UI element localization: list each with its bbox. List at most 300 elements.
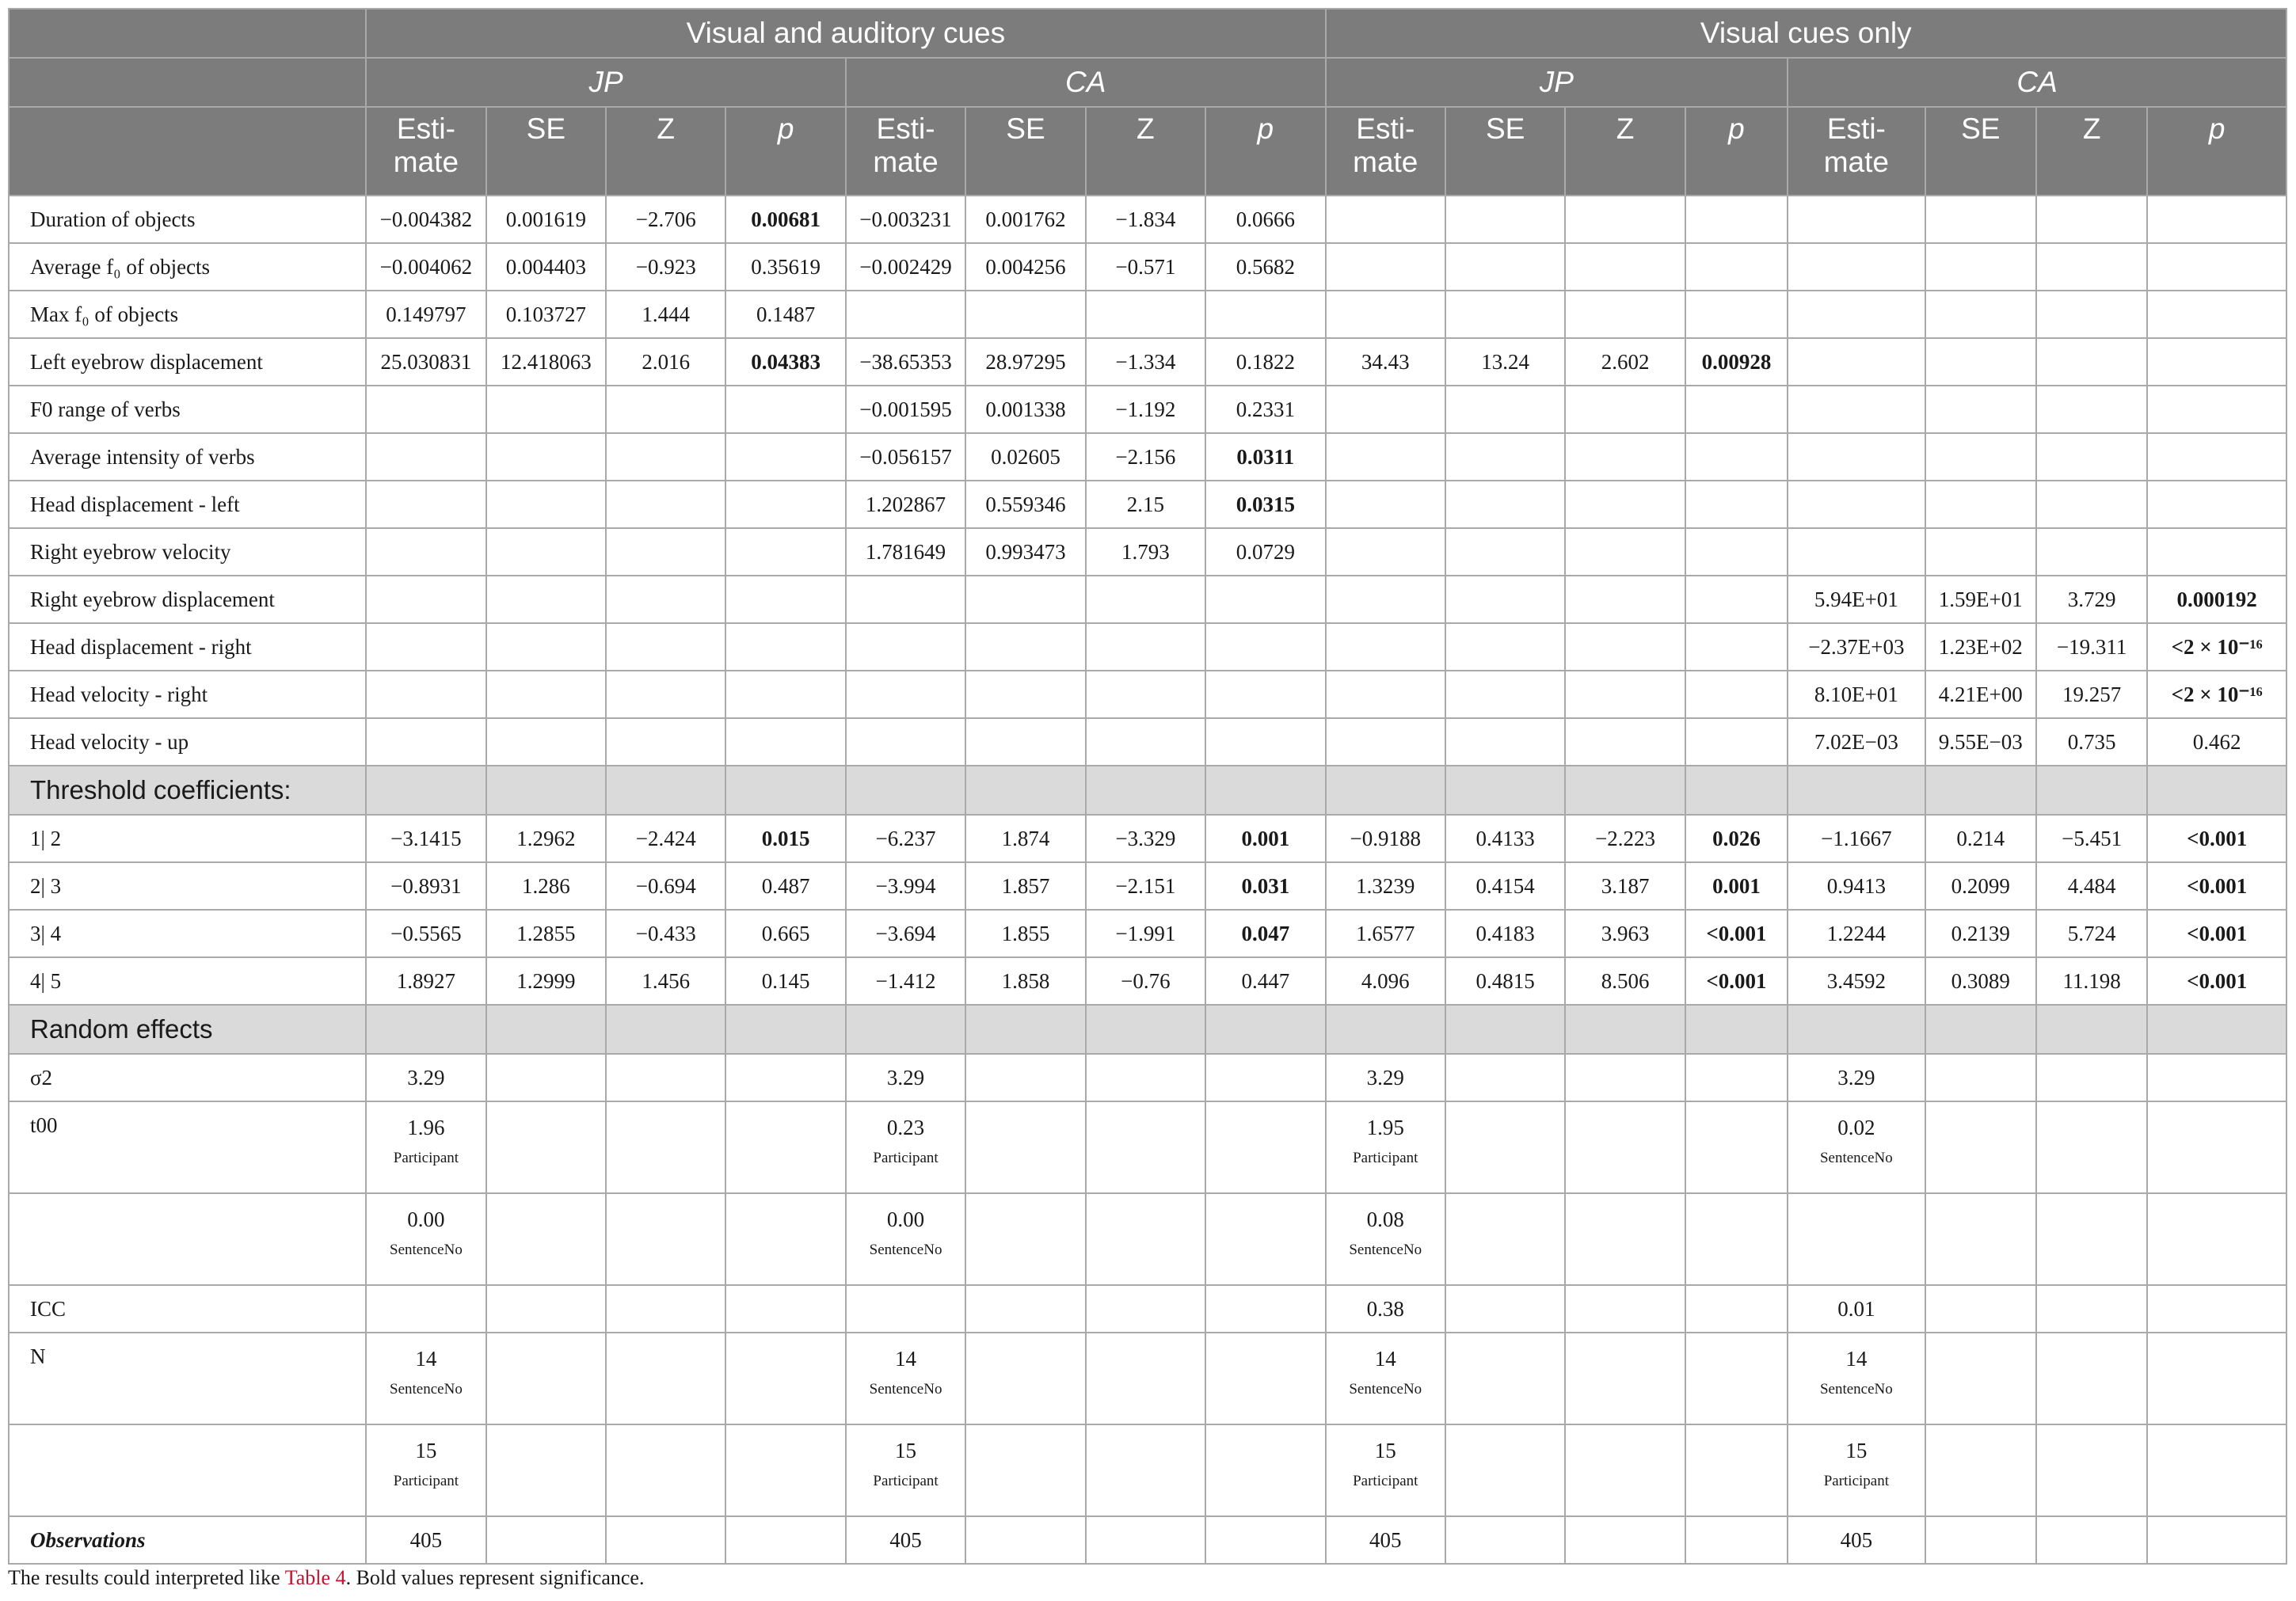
table-cell <box>1565 528 1685 576</box>
cell-group-label: Participant <box>873 1473 939 1489</box>
table-cell: −1.991 <box>1086 910 1205 957</box>
table-cell: −2.151 <box>1086 862 1205 910</box>
table-cell <box>2147 1054 2286 1101</box>
table-cell <box>2036 196 2147 243</box>
table-cell: 25.030831 <box>366 338 485 386</box>
cell-value: 3.29 <box>407 1066 445 1090</box>
table-cell <box>1086 671 1205 718</box>
cell-group-label: SentenceNo <box>1349 1381 1422 1398</box>
table-cell: 0.4183 <box>1445 910 1565 957</box>
table-cell <box>1086 1424 1205 1516</box>
table-cell <box>846 1333 965 1424</box>
fixed-effect-row <box>9 623 2286 671</box>
table-cell <box>965 1193 1085 1285</box>
column-header: Esti- mate <box>366 107 485 196</box>
column-header: p <box>1685 107 1788 196</box>
table-cell: 3.963 <box>1565 910 1685 957</box>
table-cell: −19.311 <box>2036 623 2147 671</box>
table-cell <box>1326 718 1445 766</box>
table-cell: −3.1415 <box>366 815 485 862</box>
table-cell <box>2147 1424 2286 1516</box>
cell-value: 14 <box>895 1347 917 1371</box>
table-cell <box>1445 576 1565 623</box>
table-cell <box>2036 1516 2147 1564</box>
table-cell: 0.993473 <box>965 528 1085 576</box>
fixed-effect-row <box>9 243 2286 291</box>
cell-group-label: Participant <box>393 1150 459 1166</box>
table-cell: −2.223 <box>1565 815 1685 862</box>
table-cell <box>1565 576 1685 623</box>
table-cell: 5.724 <box>2036 910 2147 957</box>
table-cell: 2.602 <box>1565 338 1685 386</box>
table-cell: −0.002429 <box>846 243 965 291</box>
section-cell <box>1205 766 1326 815</box>
row-label: Right eyebrow velocity <box>9 528 366 576</box>
section-cell <box>1445 766 1565 815</box>
table-cell: −0.056157 <box>846 433 965 481</box>
table-cell <box>1925 243 2036 291</box>
table-cell: −0.5565 <box>366 910 485 957</box>
fixed-effect-row <box>9 481 2286 528</box>
table-cell <box>1565 1285 1685 1333</box>
table-cell: 0.9413 <box>1788 862 1925 910</box>
table-cell: −1.1667 <box>1788 815 1925 862</box>
table-cell: −0.433 <box>606 910 725 957</box>
table-cell <box>1445 623 1565 671</box>
table-cell: 1.2244 <box>1788 910 1925 957</box>
table-cell: 0.001 <box>1205 815 1326 862</box>
table-cell <box>1086 623 1205 671</box>
table-cell <box>846 1101 965 1193</box>
table-cell: 3.4592 <box>1788 957 1925 1005</box>
table-cell <box>606 718 725 766</box>
table-cell: −1.192 <box>1086 386 1205 433</box>
table-cell <box>2147 386 2286 433</box>
table-cell <box>1685 481 1788 528</box>
table-cell: 0.001338 <box>965 386 1085 433</box>
table-cell <box>2147 1333 2286 1424</box>
table-cell: 0.047 <box>1205 910 1326 957</box>
table-cell <box>1925 481 2036 528</box>
fixed-effect-row <box>9 386 2286 433</box>
column-header: SE <box>1925 107 2036 196</box>
row-label: σ2 <box>9 1054 366 1101</box>
table-cell <box>1445 1424 1565 1516</box>
random-effect-row <box>9 1101 2286 1193</box>
table-cell: −0.004062 <box>366 243 485 291</box>
table-cell <box>846 1285 965 1333</box>
table-cell: −5.451 <box>2036 815 2147 862</box>
table-cell: 405 <box>366 1516 485 1564</box>
table-cell: 0.1822 <box>1205 338 1326 386</box>
row-label: Average intensity of verbs <box>9 433 366 481</box>
table-cell: 0.4154 <box>1445 862 1565 910</box>
table-cell <box>1685 386 1788 433</box>
table-cell <box>1685 1054 1788 1101</box>
table-cell <box>1445 243 1565 291</box>
table-cell <box>1925 1101 2036 1193</box>
table-cell <box>1086 1054 1205 1101</box>
table-cell <box>725 576 845 623</box>
table-cell <box>965 1424 1085 1516</box>
table-cell <box>1445 718 1565 766</box>
table-cell <box>2147 481 2286 528</box>
table-cell: 8.506 <box>1565 957 1685 1005</box>
table-cell <box>725 718 845 766</box>
table-cell: 0.02605 <box>965 433 1085 481</box>
table-cell <box>1925 1285 2036 1333</box>
row-label: Right eyebrow displacement <box>9 576 366 623</box>
table-cell <box>2147 196 2286 243</box>
table-cell <box>486 1424 606 1516</box>
cell-group-label: SentenceNo <box>1349 1242 1422 1258</box>
row-label: Head displacement - right <box>9 623 366 671</box>
table-cell <box>606 576 725 623</box>
column-header: Z <box>606 107 725 196</box>
table-cell: 1.444 <box>606 291 725 338</box>
table-cell <box>1788 338 1925 386</box>
row-label: Average f₀ of objects <box>9 243 366 291</box>
table-cell <box>2147 1285 2286 1333</box>
row-label <box>9 1193 366 1285</box>
section-cell <box>725 1005 845 1054</box>
table-cell: 0.04383 <box>725 338 845 386</box>
table-cell: <0.001 <box>2147 862 2286 910</box>
table-cell <box>366 1333 485 1424</box>
table-cell <box>725 1193 845 1285</box>
row-label: t00 <box>9 1101 366 1193</box>
table-cell: 0.2099 <box>1925 862 2036 910</box>
table-cell: 0.004256 <box>965 243 1085 291</box>
table-cell: 0.3089 <box>1925 957 2036 1005</box>
table-cell <box>606 433 725 481</box>
section-cell <box>606 766 725 815</box>
section-cell <box>486 766 606 815</box>
table-cell <box>725 1285 845 1333</box>
footnote-text: . Bold values represent significance. <box>345 1566 645 1589</box>
table-cell: 1.855 <box>965 910 1085 957</box>
table-cell: 0.031 <box>1205 862 1326 910</box>
column-header: Z <box>2036 107 2147 196</box>
table-cell: 12.418063 <box>486 338 606 386</box>
column-header: Esti- mate <box>846 107 965 196</box>
table-cell: −0.001595 <box>846 386 965 433</box>
table-cell <box>606 481 725 528</box>
table-cell <box>1086 576 1205 623</box>
section-cell <box>2036 766 2147 815</box>
cell-group-label: SentenceNo <box>869 1381 942 1398</box>
fixed-effect-row <box>9 338 2286 386</box>
random-section-header <box>9 1005 2286 1054</box>
table-cell: 0.015 <box>725 815 845 862</box>
table-cell <box>1788 386 1925 433</box>
table-cell: −2.424 <box>606 815 725 862</box>
table-cell <box>965 718 1085 766</box>
table-cell: 1.202867 <box>846 481 965 528</box>
table-cell <box>1565 718 1685 766</box>
table-cell: −0.8931 <box>366 862 485 910</box>
table-cell <box>1685 1285 1788 1333</box>
table-cell: 0.000192 <box>2147 576 2286 623</box>
table-cell <box>366 576 485 623</box>
table-cell: 0.0666 <box>1205 196 1326 243</box>
table-cell: <2 × 10⁻¹⁶ <box>2147 623 2286 671</box>
table-cell <box>1445 1516 1565 1564</box>
table-cell <box>366 718 485 766</box>
table-cell <box>725 433 845 481</box>
table-cell: 1.793 <box>1086 528 1205 576</box>
table-cell <box>2147 338 2286 386</box>
table-cell: 13.24 <box>1445 338 1565 386</box>
table-cell: 0.559346 <box>965 481 1085 528</box>
table-cell <box>1086 1193 1205 1285</box>
table-cell <box>1086 1333 1205 1424</box>
table-cell: 0.214 <box>1925 815 2036 862</box>
random-effect-row <box>9 1285 2286 1333</box>
fixed-effect-row <box>9 718 2286 766</box>
table-cell <box>1685 718 1788 766</box>
table-cell <box>2036 1333 2147 1424</box>
column-header: Z <box>1565 107 1685 196</box>
table-cell: 2.15 <box>1086 481 1205 528</box>
table-cell: −2.37E+03 <box>1788 623 1925 671</box>
table-cell <box>1445 291 1565 338</box>
table-cell <box>1925 1516 2036 1564</box>
fixed-effect-row <box>9 528 2286 576</box>
table-cell <box>1685 243 1788 291</box>
table-cell <box>1565 433 1685 481</box>
table-cell <box>2036 528 2147 576</box>
subgroup-header: CA <box>846 58 1326 107</box>
table-cell: 0.001 <box>1685 862 1788 910</box>
table-cell <box>366 481 485 528</box>
table-cell: 0.026 <box>1685 815 1788 862</box>
cell-group-label: SentenceNo <box>390 1381 463 1398</box>
table-cell: −38.65353 <box>846 338 965 386</box>
table-cell: 0.35619 <box>725 243 845 291</box>
cell-group-label: Participant <box>873 1150 939 1166</box>
table-cell <box>1685 433 1788 481</box>
table-cell <box>846 1424 965 1516</box>
table-cell <box>1565 1193 1685 1285</box>
table-cell: 7.02E−03 <box>1788 718 1925 766</box>
table-cell <box>2036 243 2147 291</box>
table-cell <box>486 671 606 718</box>
table-cell <box>2036 481 2147 528</box>
table-cell <box>486 1285 606 1333</box>
table-cell <box>1326 1333 1445 1424</box>
section-cell <box>1925 1005 2036 1054</box>
table-cell: −3.329 <box>1086 815 1205 862</box>
table-cell <box>1565 1054 1685 1101</box>
table-cell <box>1685 1101 1788 1193</box>
footnote-text: The results could interpreted like <box>8 1566 285 1589</box>
table-cell <box>2147 1101 2286 1193</box>
table-cell <box>1086 291 1205 338</box>
threshold-row <box>9 957 2286 1005</box>
cell-value: 0.08 <box>1366 1207 1404 1231</box>
table-cell <box>1925 338 2036 386</box>
table-cell: 0.00681 <box>725 196 845 243</box>
table-cell: 8.10E+01 <box>1788 671 1925 718</box>
row-label: 4| 5 <box>9 957 366 1005</box>
table-cell <box>1788 481 1925 528</box>
table-cell <box>965 623 1085 671</box>
table-cell: −1.412 <box>846 957 965 1005</box>
table-cell: −0.76 <box>1086 957 1205 1005</box>
table-cell <box>2036 338 2147 386</box>
table-cell <box>606 386 725 433</box>
table-cell <box>366 623 485 671</box>
table-cell <box>846 291 965 338</box>
table-cell <box>965 291 1085 338</box>
table-cell <box>1205 1193 1326 1285</box>
cell-value: 3.29 <box>1366 1066 1404 1090</box>
row-label: Head velocity - right <box>9 671 366 718</box>
row-label: Head velocity - up <box>9 718 366 766</box>
table-cell: 0.2139 <box>1925 910 2036 957</box>
table-cell <box>965 1285 1085 1333</box>
table-cell <box>1788 291 1925 338</box>
cell-value: 1.95 <box>1366 1116 1404 1139</box>
table-cell <box>2147 433 2286 481</box>
row-label <box>9 1424 366 1516</box>
row-label: Duration of objects <box>9 196 366 243</box>
cell-group-label: Participant <box>1823 1473 1890 1489</box>
table-cell <box>366 1101 485 1193</box>
table-cell <box>1925 386 2036 433</box>
table-cell: <0.001 <box>2147 910 2286 957</box>
table-cell <box>846 576 965 623</box>
table-cell: 0.001762 <box>965 196 1085 243</box>
table-cell: 0.735 <box>2036 718 2147 766</box>
table-cell <box>486 1054 606 1101</box>
table-cell: −2.706 <box>606 196 725 243</box>
row-label: F0 range of verbs <box>9 386 366 433</box>
table-cell: 1.3239 <box>1326 862 1445 910</box>
table-cell <box>366 433 485 481</box>
table-cell: 1.8927 <box>366 957 485 1005</box>
table-cell <box>1565 386 1685 433</box>
section-cell <box>1445 1005 1565 1054</box>
table-cell: −3.694 <box>846 910 965 957</box>
table-cell <box>1086 1101 1205 1193</box>
table-cell <box>846 671 965 718</box>
fixed-effect-row <box>9 433 2286 481</box>
table-cell: 0.4815 <box>1445 957 1565 1005</box>
table-cell <box>1685 1333 1788 1424</box>
table-cell <box>366 671 485 718</box>
section-cell <box>1788 766 1925 815</box>
table-cell: −0.571 <box>1086 243 1205 291</box>
section-cell <box>2036 1005 2147 1054</box>
table-cell: 1.456 <box>606 957 725 1005</box>
table-cell <box>1205 1333 1326 1424</box>
table-cell: 0.145 <box>725 957 845 1005</box>
table-cell <box>606 528 725 576</box>
table-cell <box>606 1054 725 1101</box>
table-cell <box>1565 623 1685 671</box>
row-label: Left eyebrow displacement <box>9 338 366 386</box>
table-cell: −0.003231 <box>846 196 965 243</box>
section-cell <box>1326 766 1445 815</box>
table-cell <box>1925 1054 2036 1101</box>
table-cell <box>486 386 606 433</box>
row-label: Observations <box>9 1516 366 1564</box>
table-cell <box>846 718 965 766</box>
table-cell <box>1326 196 1445 243</box>
table-cell <box>1788 1333 1925 1424</box>
section-label: Threshold coefficients: <box>9 766 366 815</box>
cell-value: 0.02 <box>1837 1116 1875 1139</box>
column-header: SE <box>1445 107 1565 196</box>
table-cell <box>846 623 965 671</box>
table-cell: 1.59E+01 <box>1925 576 2036 623</box>
cell-value: 0.00 <box>407 1207 445 1231</box>
table-cell <box>366 528 485 576</box>
table-cell <box>1565 1516 1685 1564</box>
table-cell <box>486 1101 606 1193</box>
table-cell <box>1925 528 2036 576</box>
table-cell: 0.004403 <box>486 243 606 291</box>
table-cell: −2.156 <box>1086 433 1205 481</box>
table-cell: 0.0729 <box>1205 528 1326 576</box>
table-cell <box>606 1101 725 1193</box>
cell-group-label: SentenceNo <box>1819 1381 1893 1398</box>
table-cell <box>1685 576 1788 623</box>
table-cell: −1.834 <box>1086 196 1205 243</box>
table-cell <box>2147 243 2286 291</box>
table-cell <box>725 1333 845 1424</box>
cell-value: 14 <box>1845 1347 1868 1371</box>
table-cell <box>725 1516 845 1564</box>
table-cell: 405 <box>1326 1516 1445 1564</box>
table-cell <box>366 1424 485 1516</box>
section-cell <box>2147 766 2286 815</box>
table-cell <box>1685 1424 1788 1516</box>
cell-group-label: Participant <box>1353 1473 1418 1489</box>
table-cell <box>486 528 606 576</box>
table-cell <box>1788 1193 1925 1285</box>
table-cell <box>965 1101 1085 1193</box>
table-cell <box>1445 1193 1565 1285</box>
cell-group-label: SentenceNo <box>390 1242 463 1258</box>
table-cell <box>965 671 1085 718</box>
table-cell: 5.94E+01 <box>1788 576 1925 623</box>
table-cell: 0.103727 <box>486 291 606 338</box>
results-table <box>8 8 2287 1565</box>
table-cell: 3.729 <box>2036 576 2147 623</box>
table-cell <box>1685 1193 1788 1285</box>
row-label: Head displacement - left <box>9 481 366 528</box>
table-cell: 0.462 <box>2147 718 2286 766</box>
table-cell: 0.665 <box>725 910 845 957</box>
table-link[interactable]: Table 4 <box>284 1566 346 1589</box>
table-cell <box>1205 576 1326 623</box>
row-label: ICC <box>9 1285 366 1333</box>
table-cell <box>846 1193 965 1285</box>
table-cell: 1.2962 <box>486 815 606 862</box>
table-cell <box>2036 433 2147 481</box>
table-cell <box>1788 196 1925 243</box>
table-cell <box>366 1054 485 1101</box>
section-cell <box>846 1005 965 1054</box>
table-cell <box>486 623 606 671</box>
table-cell <box>1685 196 1788 243</box>
table-cell <box>1788 1101 1925 1193</box>
table-cell <box>606 1193 725 1285</box>
table-cell <box>366 386 485 433</box>
